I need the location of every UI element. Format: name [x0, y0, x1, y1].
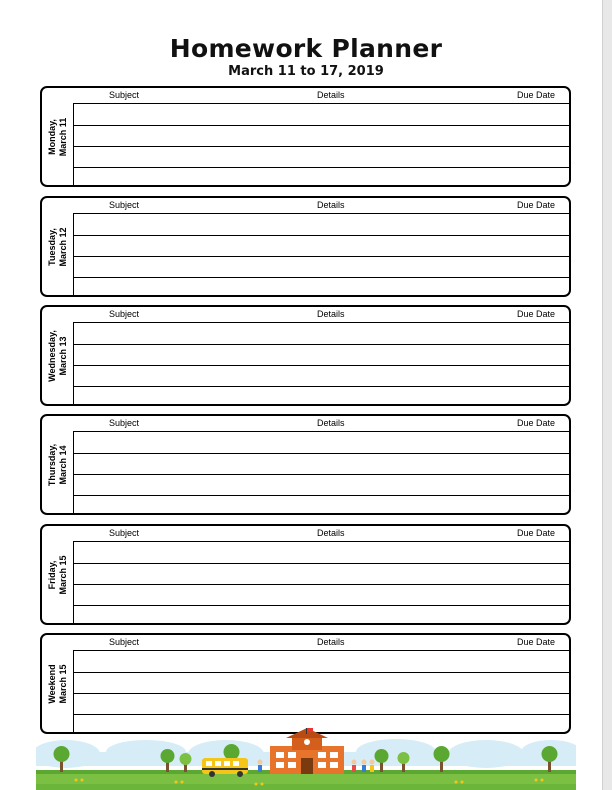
- entry-row-line: [74, 584, 569, 585]
- day-date: March 14: [57, 444, 68, 485]
- day-label-text: [47, 227, 69, 266]
- column-header-subject: Subject: [109, 309, 140, 319]
- entry-row-line: [74, 365, 569, 366]
- column-header-details: Details: [317, 637, 345, 647]
- day-label-text: [47, 443, 69, 485]
- day-name: Weekend: [46, 663, 57, 704]
- entry-row-line: [74, 453, 569, 454]
- entry-row-line: [74, 605, 569, 606]
- day-name: Friday,: [46, 560, 57, 589]
- column-header-subject: Subject: [109, 200, 140, 210]
- column-header-subject: Subject: [109, 637, 140, 647]
- entry-row-line: [74, 256, 569, 257]
- day-date: March 11: [57, 117, 68, 156]
- day-section: [40, 196, 571, 297]
- entry-row-line: [74, 125, 569, 126]
- column-header-due-date: Due Date: [517, 200, 556, 210]
- day-name: Tuesday,: [46, 227, 57, 266]
- entry-row-line: [74, 386, 569, 387]
- entry-row-line: [74, 474, 569, 475]
- column-header-details: Details: [317, 418, 345, 428]
- homework-entry-grid[interactable]: [73, 650, 569, 732]
- day-date: March 15: [57, 663, 68, 704]
- column-header-details: Details: [317, 528, 345, 538]
- column-header-due-date: Due Date: [517, 90, 556, 100]
- page-subtitle: March 11 to 17, 2019: [228, 64, 384, 79]
- homework-entry-grid[interactable]: [73, 103, 569, 185]
- school-scene-illustration: [36, 728, 576, 790]
- entry-row-line: [74, 344, 569, 345]
- entry-row-line: [74, 714, 569, 715]
- day-name: Thursday,: [46, 443, 57, 486]
- day-name: Wednesday,: [46, 329, 57, 382]
- day-section: [40, 305, 571, 406]
- column-header-subject: Subject: [109, 418, 140, 428]
- column-header-due-date: Due Date: [517, 418, 556, 428]
- column-header-due-date: Due Date: [517, 637, 556, 647]
- school-building: [270, 728, 344, 774]
- day-label: [42, 416, 73, 513]
- column-header-details: Details: [317, 90, 345, 100]
- day-label-text: [47, 664, 69, 703]
- homework-entry-grid[interactable]: [73, 431, 569, 513]
- day-date: March 12: [57, 226, 68, 267]
- day-label-text: [47, 555, 69, 594]
- day-section: [40, 414, 571, 515]
- entry-row-line: [74, 563, 569, 564]
- day-label: [42, 526, 73, 623]
- column-header-subject: Subject: [109, 528, 140, 538]
- day-label-text: [47, 330, 69, 382]
- homework-entry-grid[interactable]: [73, 213, 569, 295]
- column-header-due-date: Due Date: [517, 528, 556, 538]
- entry-row-line: [74, 277, 569, 278]
- column-header-details: Details: [317, 200, 345, 210]
- column-header-details: Details: [317, 309, 345, 319]
- day-date: March 13: [57, 335, 68, 376]
- day-label: [42, 307, 73, 404]
- homework-entry-grid[interactable]: [73, 322, 569, 404]
- entry-row-line: [74, 495, 569, 496]
- day-label: [42, 198, 73, 295]
- entry-row-line: [74, 693, 569, 694]
- page-title: Homework Planner: [169, 34, 443, 63]
- entry-row-line: [74, 167, 569, 168]
- day-section: [40, 86, 571, 187]
- day-section: [40, 633, 571, 734]
- entry-row-line: [74, 235, 569, 236]
- day-section: [40, 524, 571, 625]
- homework-entry-grid[interactable]: [73, 541, 569, 623]
- day-name: Monday,: [46, 118, 57, 155]
- day-label-text: [47, 117, 69, 156]
- entry-row-line: [74, 146, 569, 147]
- day-date: March 15: [57, 554, 68, 595]
- day-label: [42, 88, 73, 185]
- entry-row-line: [74, 672, 569, 673]
- column-header-subject: Subject: [109, 90, 140, 100]
- day-label: [42, 635, 73, 732]
- column-header-due-date: Due Date: [517, 309, 556, 319]
